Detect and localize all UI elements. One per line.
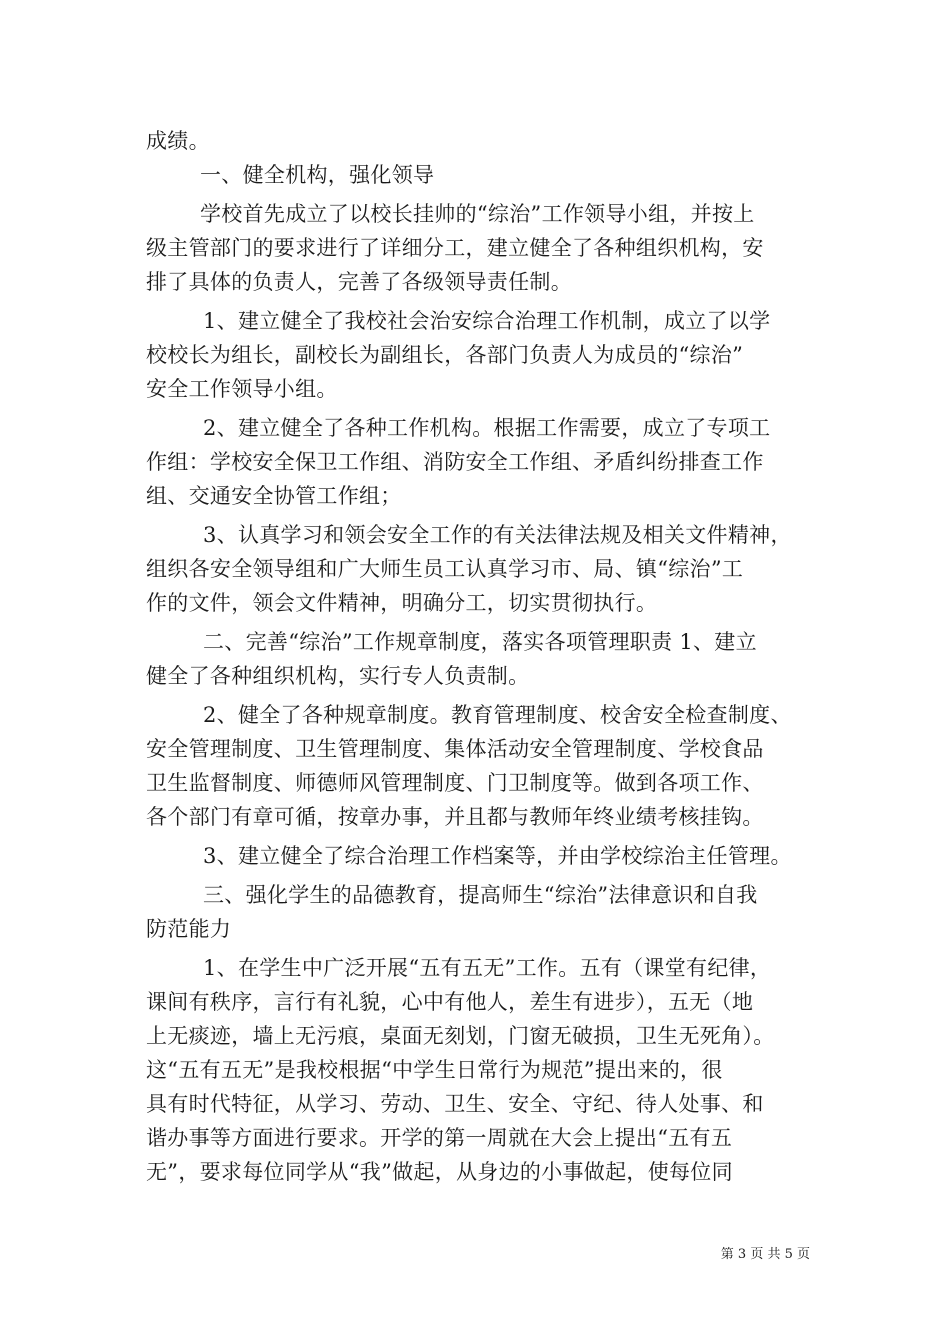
text-line: 安全管理制度、卫生管理制度、集体活动安全管理制度、学校食品 bbox=[146, 737, 764, 761]
text-line: 健全了各种组织机构，实行专人负责制。 bbox=[146, 664, 530, 688]
text-line: 3、建立健全了综合治理工作档案等，并由学校综治主任管理。 bbox=[203, 844, 792, 868]
section-heading: 一、健全机构，强化领导 bbox=[200, 163, 435, 187]
text-line: 组、交通安全协管工作组； bbox=[146, 484, 402, 508]
text-line: 级主管部门的要求进行了详细分工，建立健全了各种组织机构，安 bbox=[146, 236, 764, 260]
text-line: 谐办事等方面进行要求。开学的第一周就在大会上提出“五有五 bbox=[146, 1126, 733, 1150]
text-line: 学校首先成立了以校长挂帅的“综治”工作领导小组，并按上 bbox=[200, 202, 755, 226]
text-line: 这“五有五无”是我校根据“中学生日常行为规范”提出来的，很 bbox=[146, 1058, 723, 1082]
text-line: 作的文件，领会文件精神，明确分工，切实贯彻执行。 bbox=[146, 591, 658, 615]
text-line: 卫生监督制度、师德师风管理制度、门卫制度等。做到各项工作、 bbox=[146, 771, 764, 795]
text-line: 课间有秩序，言行有礼貌，心中有他人，差生有进步），五无（地 bbox=[146, 990, 754, 1014]
section-heading: 三、强化学生的品德教育，提高师生“综治”法律意识和自我 bbox=[203, 883, 758, 907]
text-line: 具有时代特征，从学习、劳动、卫生、安全、守纪、待人处事、和 bbox=[146, 1092, 764, 1116]
text-line: 安全工作领导小组。 bbox=[146, 377, 338, 401]
text-line: 2、建立健全了各种工作机构。根据工作需要，成立了专项工 bbox=[203, 416, 771, 440]
text-line: 上无痰迹，墙上无污痕，桌面无刻划，门窗无破损，卫生无死角）。 bbox=[146, 1024, 775, 1048]
section-heading: 二、完善“综治”工作规章制度，落实各项管理职责 1、建立 bbox=[203, 630, 757, 654]
text-line: 防范能力 bbox=[146, 917, 232, 941]
text-line: 排了具体的负责人，完善了各级领导责任制。 bbox=[146, 270, 572, 294]
text-line: 2、健全了各种规章制度。教育管理制度、校舍安全检查制度、 bbox=[203, 703, 792, 727]
text-line: 作组：学校安全保卫工作组、消防安全工作组、矛盾纠纷排查工作 bbox=[146, 450, 764, 474]
text-line: 成绩。 bbox=[146, 129, 210, 153]
text-line: 无”，要求每位同学从“我”做起，从身边的小事做起，使每位同 bbox=[146, 1160, 733, 1184]
text-line: 校校长为组长，副校长为副组长，各部门负责人为成员的“综治” bbox=[146, 343, 744, 367]
text-line: 1、在学生中广泛开展“五有五无”工作。五有（课堂有纪律， bbox=[203, 956, 772, 980]
text-line: 1、建立健全了我校社会治安综合治理工作机制，成立了以学 bbox=[203, 309, 771, 333]
text-line: 3、认真学习和领会安全工作的有关法律法规及相关文件精神， bbox=[203, 523, 792, 547]
text-line: 各个部门有章可循，按章办事，并且都与教师年终业绩考核挂钩。 bbox=[146, 805, 764, 829]
text-line: 组织各安全领导组和广大师生员工认真学习市、局、镇“综治”工 bbox=[146, 557, 744, 581]
page-number: 第 3 页 共 5 页 bbox=[720, 1247, 810, 1262]
